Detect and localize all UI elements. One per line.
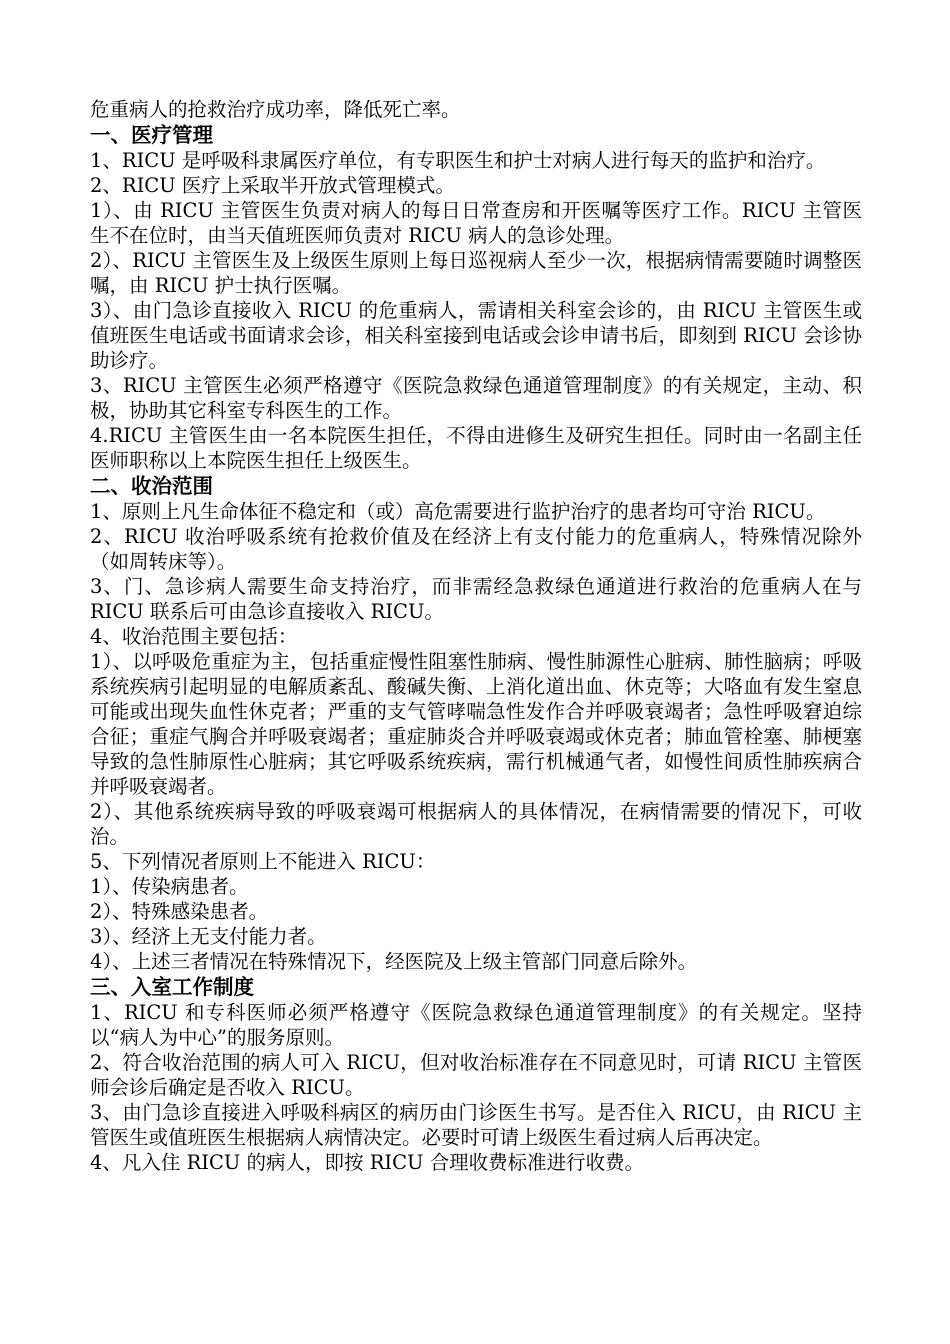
paragraph: 4）、上述三者情况在特殊情况下，经医院及上级主管部门同意后除外。	[90, 950, 698, 973]
section-heading: 一、医疗管理	[90, 123, 213, 147]
paragraph: 1）、由 RICU 主管医生负责对病人的每日日常查房和开医嘱等医疗工作。RICU 主管医生不在位时，由当天值班医师负责对 RICU 病人的急诊处理。	[90, 199, 862, 247]
paragraph: 4、凡入住 RICU 的病人，即按 RICU 合理收费标准进行收费。	[90, 1151, 645, 1174]
document-page	[90, 97, 862, 1175]
paragraph: 危重病人的抢救治疗成功率，降低死亡率。	[90, 98, 461, 121]
paragraph: 2）、RICU 主管医生及上级医生原则上每日巡视病人至少一次，根据病情需要随时调整医嘱，由 RICU 护士执行医嘱。	[90, 249, 862, 297]
paragraph: 1）、传染病患者。	[90, 875, 249, 898]
section-heading: 二、收治范围	[90, 474, 213, 498]
paragraph: 3、RICU 主管医生必须严格遵守《医院急救绿色通道管理制度》的有关规定，主动、积极，协助其它科室专科医生的工作。	[90, 374, 862, 422]
paragraph: 3）、由门急诊直接收入 RICU 的危重病人，需请相关科室会诊的，由 RICU 主管医生或值班医生电话或书面请求会诊，相关科室接到电话或会诊申请书后，即刻到 RICU 会诊协助诊疗。	[90, 299, 862, 372]
paragraph: 3、门、急诊病人需要生命支持治疗，而非需经急救绿色通道进行救治的危重病人在与 RICU 联系后可由急诊直接收入 RICU。	[90, 575, 862, 623]
section-heading: 三、入室工作制度	[90, 975, 254, 999]
paragraph: 1、原则上凡生命体征不稳定和（或）高危需要进行监护治疗的患者均可守治 RICU。	[90, 500, 826, 523]
paragraph: 4、收治范围主要包括：	[90, 625, 298, 648]
paragraph: 5、下列情况者原则上不能进入 RICU：	[90, 850, 436, 873]
paragraph: 3）、经济上无支付能力者。	[90, 925, 327, 948]
paragraph: 2、符合收治范围的病人可入 RICU，但对收治标准存在不同意见时，可请 RICU 主管医师会诊后确定是否收入 RICU。	[90, 1051, 862, 1099]
paragraph: 2、RICU 医疗上采取半开放式管理模式。	[90, 174, 455, 197]
paragraph: 2）、特殊感染患者。	[90, 900, 269, 923]
paragraph: 1）、以呼吸危重症为主，包括重症慢性阻塞性肺病、慢性肺源性心脏病、肺性脑病；呼吸系统疾病引起明显的电解质紊乱、酸碱失衡、上消化道出血、休克等；大咯血有发生窒息可能或出现失血性休克者；严重的支气管哮喘急性发作合并呼吸衰竭者；急性呼吸窘迫综合征；重症气胸合并呼吸衰竭者；重症肺炎合并呼吸衰竭或休克者；肺血管栓塞、肺梗塞导致的急性肺原性心脏病；其它呼吸系统疾病，需行机械通气者，如慢性间质性肺疾病合并呼吸衰竭者。	[90, 650, 862, 798]
paragraph: 3、由门急诊直接进入呼吸科病区的病历由门诊医生书写。是否住入 RICU，由 RICU 主管医生或值班医生根据病人病情决定。必要时可请上级医生看过病人后再决定。	[90, 1101, 862, 1149]
paragraph: 1、RICU 是呼吸科隶属医疗单位，有专职医生和护士对病人进行每天的监护和治疗。	[90, 149, 826, 172]
paragraph: 2、RICU 收治呼吸系统有抢救价值及在经济上有支付能力的危重病人，特殊情况除外（如周转床等）。	[90, 525, 862, 573]
paragraph: 1、RICU 和专科医师必须严格遵守《医院急救绿色通道管理制度》的有关规定。坚持以“病人为中心”的服务原则。	[90, 1001, 862, 1049]
paragraph: 4.RICU 主管医生由一名本院医生担任，不得由进修生及研究生担任。同时由一名副主任医师职称以上本院医生担任上级医生。	[90, 424, 862, 472]
paragraph: 2）、其他系统疾病导致的呼吸衰竭可根据病人的具体情况，在病情需要的情况下，可收治。	[90, 800, 862, 848]
